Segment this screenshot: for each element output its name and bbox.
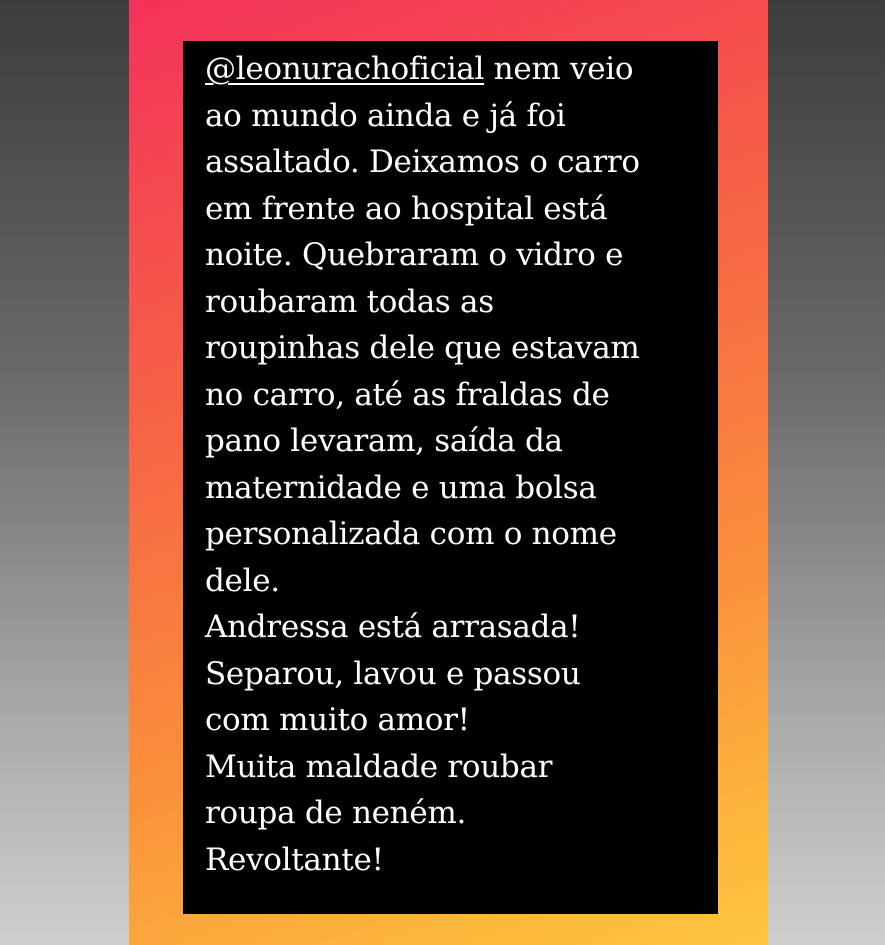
- caption-line-17: roupa de neném.: [205, 795, 467, 831]
- caption-line-3: assaltado. Deixamos o carro: [205, 144, 640, 180]
- caption-line-2: ao mundo ainda e já foi: [205, 97, 566, 134]
- caption-line-15: com muito amor!: [205, 702, 470, 738]
- caption-line-1: [205, 46, 708, 93]
- story-caption: [205, 46, 708, 883]
- mention-link[interactable]: @leonurachoficial: [205, 51, 485, 87]
- caption-line-13: Andressa está arrasada!: [205, 609, 581, 645]
- story-frame: [129, 0, 768, 945]
- story-text-card: [183, 41, 718, 914]
- caption-line-11: personalizada com o nome: [205, 516, 617, 552]
- caption-line-10: maternidade e uma bolsa: [205, 469, 597, 506]
- caption-line-6: roubaram todas as: [205, 283, 494, 320]
- caption-line-1-text: nem veio: [484, 51, 634, 87]
- caption-line-9: pano levaram, saída da: [205, 423, 563, 459]
- caption-line-14: Separou, lavou e passou: [205, 655, 581, 692]
- caption-line-8: no carro, até as fraldas de: [205, 376, 610, 413]
- caption-line-18: Revoltante!: [205, 841, 384, 878]
- caption-line-7: roupinhas dele que estavam: [205, 330, 640, 366]
- caption-line-12: dele.: [205, 562, 280, 599]
- caption-line-4: em frente ao hospital está: [205, 190, 608, 227]
- caption-line-5: noite. Quebraram o vidro e: [205, 237, 624, 273]
- caption-line-16: Muita maldade roubar: [205, 748, 553, 785]
